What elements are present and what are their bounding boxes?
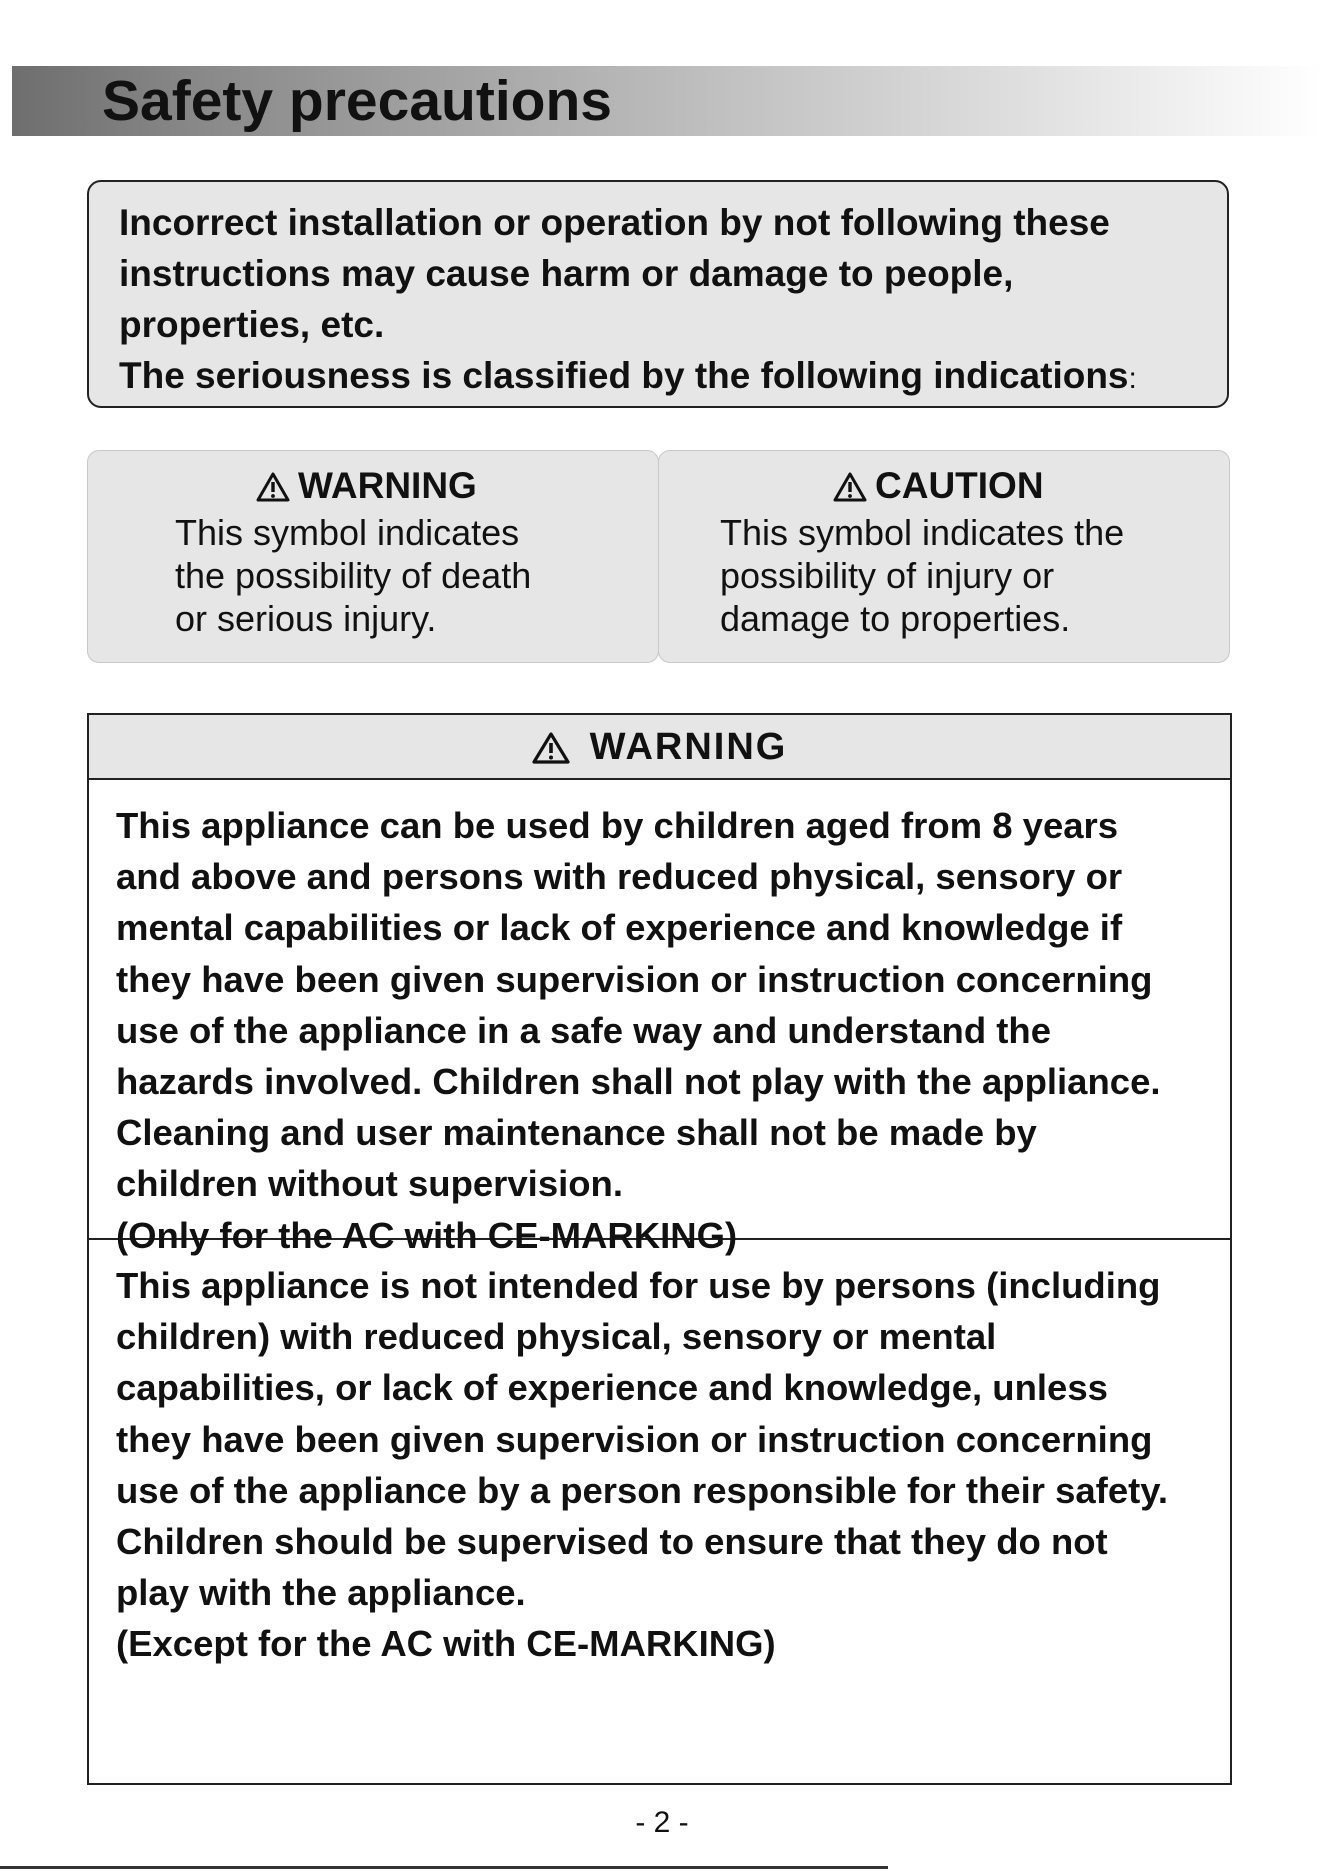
warning-triangle-icon [833,472,867,502]
warning-text-line: Children should be supervised to ensure that they do not [116,1520,1108,1562]
caution-symbol-label: CAUTION [875,465,1044,506]
intro-line: instructions may cause harm or damage to people, [119,253,1014,294]
description-line: This symbol indicates the [720,512,1125,553]
bottom-divider [0,1866,888,1869]
warning-table [87,713,1232,1785]
intro-notice [87,180,1229,408]
warning-text-line: This appliance is not intended for use by persons (including [116,1265,1161,1306]
warning-text-line: use of the appliance by a person responsible for their safety. [116,1469,1169,1511]
caution-symbol-description [720,511,1124,640]
description-line: damage to properties. [720,598,1071,639]
warning-text-line: children without supervision. [116,1163,623,1205]
description-line: the possibility of death [175,555,532,596]
description-line: possibility of injury or [720,555,1055,596]
warning-section-ce-marking [89,800,1230,1256]
warning-symbol-description [175,511,531,640]
intro-line: properties, etc. [119,304,385,345]
warning-text-line: (Only for the AC with CE-MARKING) [116,1214,738,1256]
warning-text-line: children) with reduced physical, sensory or mental [116,1316,997,1358]
classification-line [119,350,1203,404]
classification-colon: : [1128,362,1137,395]
description-line: This symbol indicates [175,512,520,553]
warning-text-line: mental capabilities or lack of experience and knowledge if [116,907,1123,949]
warning-section-non-ce [89,1240,1230,1783]
warning-table-label: WARNING [589,726,788,768]
description-line: or serious injury. [175,598,437,639]
warning-text-line: and above and persons with reduced physical, sensory or [116,856,1123,898]
warning-symbol-heading [256,463,477,509]
caution-symbol-box [658,450,1230,663]
warning-text-line: they have been given supervision or instruction concerning [116,958,1153,1000]
warning-text-line: hazards involved. Children shall not play with the appliance. [116,1060,1161,1102]
warning-text-line: capabilities, or lack of experience and knowledge, unless [116,1367,1108,1409]
warning-text-line: they have been given supervision or instruction concerning [116,1418,1153,1460]
caution-symbol-heading [833,463,1044,509]
warning-text-line: use of the appliance in a safe way and understand the [116,1009,1052,1051]
classification-text: The seriousness is classified by the following indications [119,355,1129,396]
warning-text-line: This appliance can be used by children aged from 8 years [116,805,1119,846]
warning-text-line: Cleaning and user maintenance shall not be made by [116,1112,1037,1154]
warning-table-heading [89,715,1230,780]
warning-symbol-label: WARNING [298,465,477,506]
warning-symbol-box [87,450,659,663]
warning-text-line: (Except for the AC with CE-MARKING) [116,1623,776,1665]
warning-triangle-icon [256,472,290,502]
page-title: Safety precautions [102,69,612,133]
page-number: - 2 - [635,1806,689,1839]
warning-triangle-icon [532,732,570,764]
intro-line: Incorrect installation or operation by not following these [119,202,1110,243]
warning-text-line: play with the appliance. [116,1572,526,1614]
